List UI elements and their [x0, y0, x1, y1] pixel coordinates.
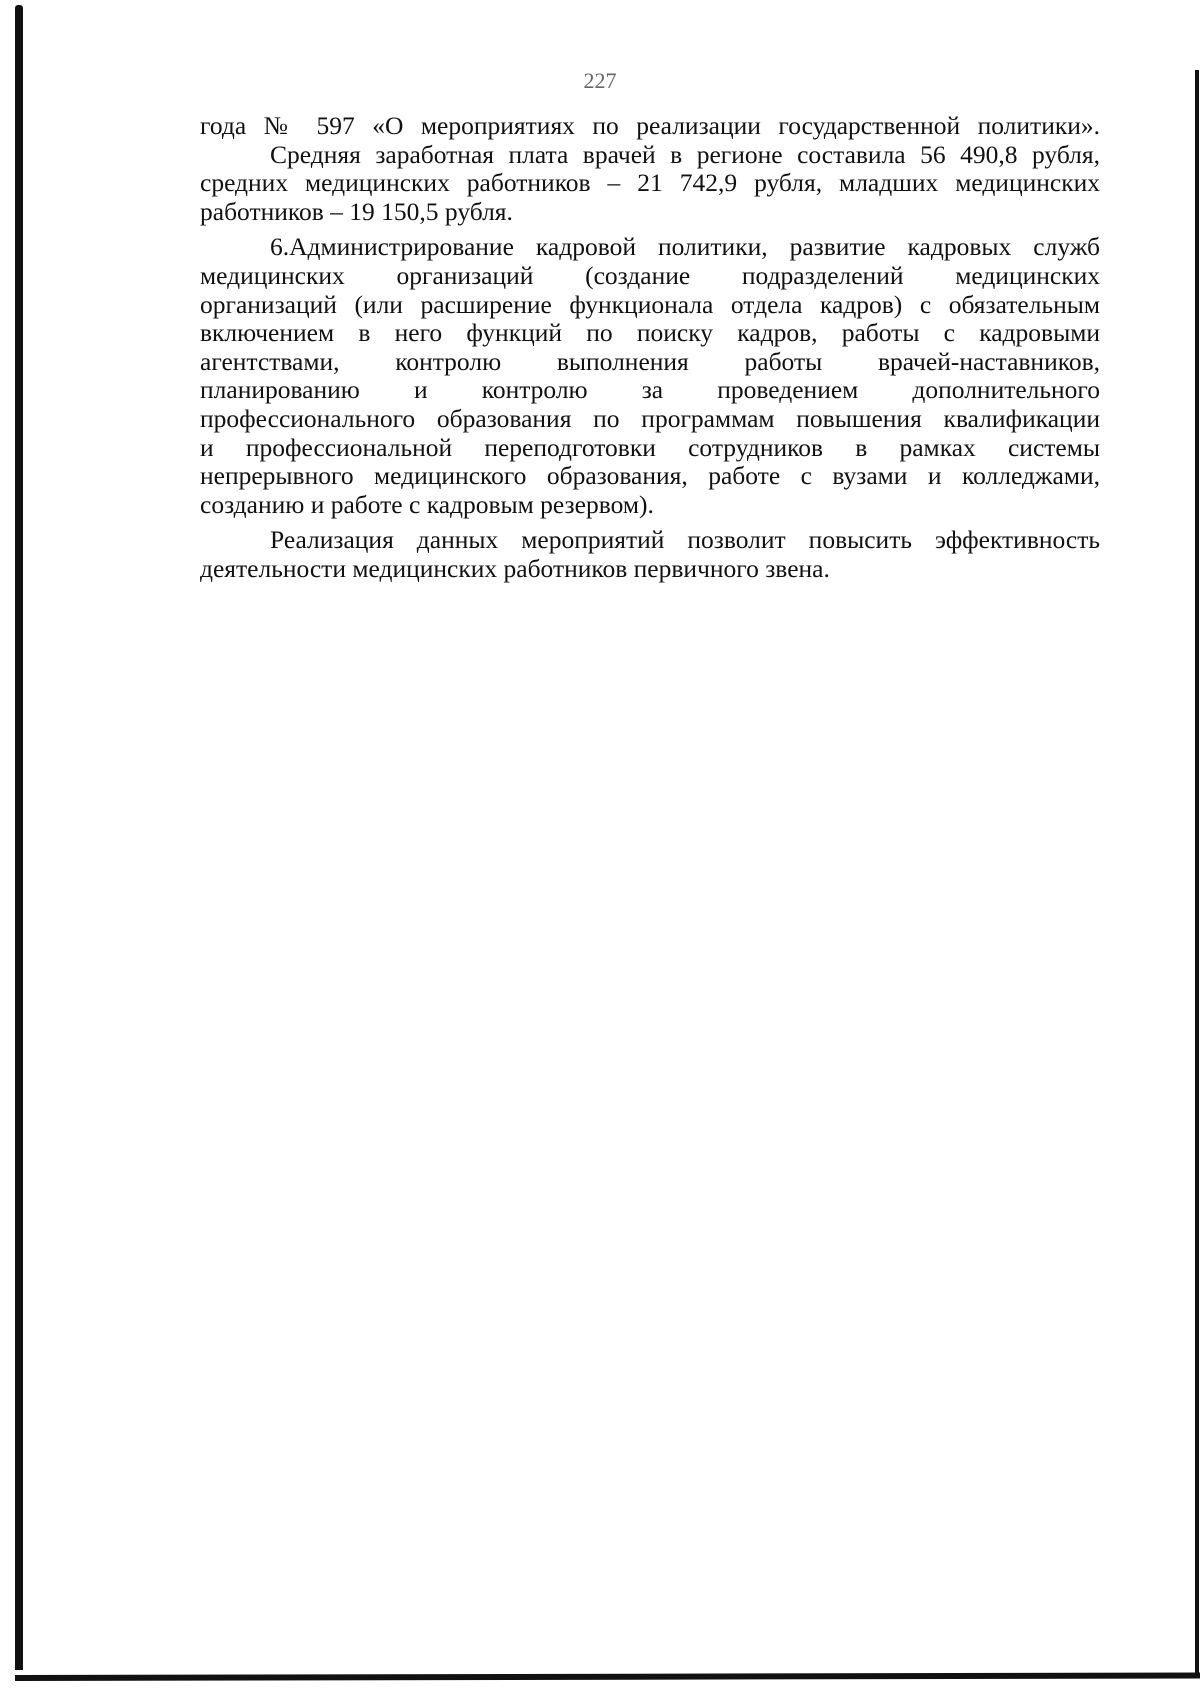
text-line: агентствами, контролю выполнения работы врачей-наставников,	[200, 346, 1100, 376]
paragraph-item-6-start: 6.Администрирование кадровой политики, развитие кадровых служб	[270, 232, 1100, 262]
paragraph-salary-start: Средняя заработная плата врачей в регионе составила 56 490,8 рубля,	[270, 139, 1100, 169]
text-line: года № 597 «О мероприятиях по реализации государственной политики».	[200, 111, 1100, 140]
text-line: профессионального образования по программам повышения квалификации	[200, 403, 1100, 433]
text-line: деятельности медицинских работников первичного звена.	[200, 553, 830, 583]
document-body	[200, 112, 1100, 584]
text-line: организаций (или расширение функционала отдела кадров) с обязательным	[200, 289, 1100, 319]
text-line: непрерывного медицинского образования, работе с вузами и колледжами,	[200, 461, 1100, 491]
text-line: планированию и контролю за проведением дополнительного	[200, 375, 1100, 405]
paragraph-conclusion-start: Реализация данных мероприятий позволит повысить эффективность	[270, 525, 1100, 555]
scan-left-border	[15, 5, 23, 1670]
text-line: включением в него функций по поиску кадров, работы с кадровыми	[200, 318, 1100, 348]
scan-right-border	[1195, 70, 1199, 1675]
text-line: средних медицинских работников – 21 742,9 рубля, младших медицинских	[200, 168, 1100, 198]
text-line: работников – 19 150,5 рубля.	[200, 196, 513, 226]
text-line: и профессиональной переподготовки сотрудников в рамках системы	[200, 432, 1100, 462]
scan-bottom-border	[15, 1673, 1200, 1681]
text-line: созданию и работе с кадровым резервом).	[200, 489, 654, 519]
page-number: 227	[583, 68, 617, 93]
text-line: медицинских организаций (создание подразделений медицинских	[200, 260, 1100, 290]
